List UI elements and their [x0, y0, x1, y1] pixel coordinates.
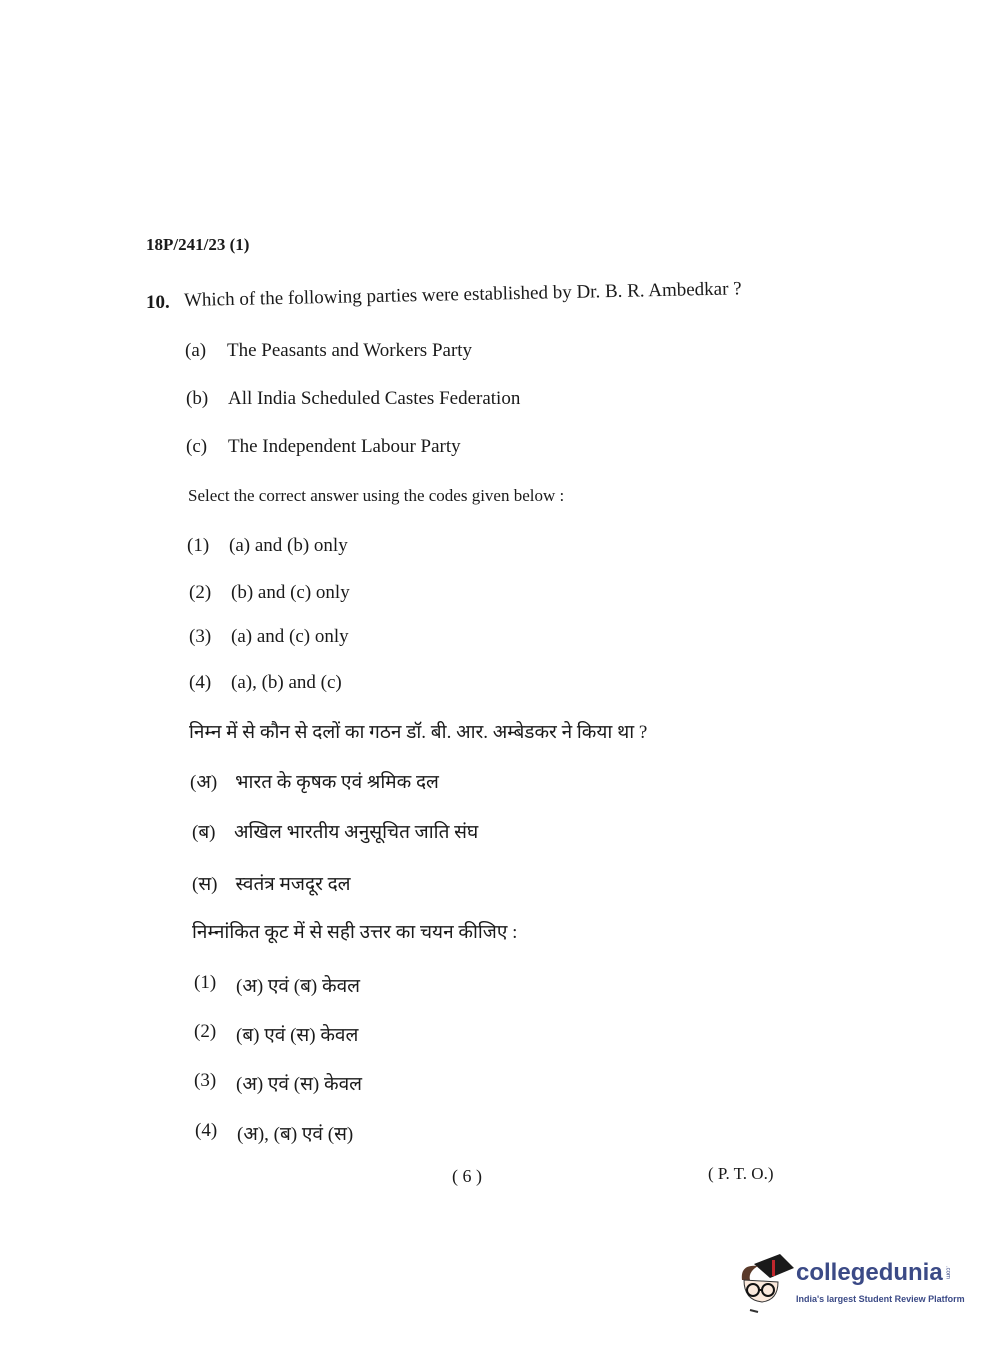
- option-text: (a), (b) and (c): [231, 672, 342, 693]
- instruction-hindi: निम्नांकित कूट में से सही उत्तर का चयन कीजिए :: [192, 922, 518, 943]
- instruction-english: Select the correct answer using the codes given below :: [188, 486, 565, 505]
- option-text: (a) and (b) only: [229, 535, 348, 556]
- option-label: (2): [194, 1021, 217, 1042]
- statement-label: (c): [186, 436, 208, 457]
- pto-note: ( P. T. O.): [708, 1164, 774, 1183]
- option-text: (अ) एवं (ब) केवल: [236, 976, 361, 997]
- question-number: 10.: [146, 292, 170, 313]
- mascot-logo-icon: [736, 1250, 796, 1320]
- option-4: [189, 672, 342, 694]
- option-hi-2: [194, 1021, 358, 1047]
- statement-label: (स): [192, 874, 218, 895]
- option-hi-3: [194, 1070, 362, 1096]
- statement-hi-c: [192, 870, 351, 896]
- option-hi-4: [195, 1120, 353, 1146]
- statement-label: (a): [185, 340, 207, 361]
- statement-text: अखिल भारतीय अनुसूचित जाति संघ: [234, 822, 479, 843]
- statement-label: (अ): [190, 772, 218, 793]
- question-text-hindi: निम्न में से कौन से दलों का गठन डॉ. बी. आर. अम्बेडकर ने किया था ?: [189, 722, 648, 743]
- paper-code: 18P/241/23 (1): [146, 235, 250, 254]
- option-label: (1): [194, 972, 217, 993]
- question-text-english: Which of the following parties were established by Dr. B. R. Ambedkar ?: [183, 278, 742, 311]
- page-number: ( 6 ): [452, 1166, 482, 1186]
- brand-domain: .com: [944, 1266, 951, 1280]
- statement-text: All India Scheduled Castes Federation: [228, 388, 521, 409]
- statement-label: (b): [186, 388, 209, 409]
- option-label: (2): [189, 582, 212, 603]
- option-text: (b) and (c) only: [231, 582, 350, 603]
- statement-text: The Independent Labour Party: [228, 436, 461, 457]
- option-hi-1: [194, 972, 360, 998]
- statement-hi-b: [192, 818, 478, 844]
- statement-text: The Peasants and Workers Party: [227, 340, 473, 361]
- option-text: (अ) एवं (स) केवल: [236, 1074, 363, 1095]
- statement-text: भारत के कृषक एवं श्रमिक दल: [235, 772, 439, 793]
- brand-row: [796, 1258, 951, 1288]
- option-3: [189, 626, 349, 648]
- statement-b: [186, 388, 520, 410]
- option-label: (4): [195, 1120, 218, 1141]
- option-text: (अ), (ब) एवं (स): [237, 1124, 354, 1145]
- option-label: (3): [194, 1070, 217, 1091]
- option-1: [187, 535, 348, 557]
- option-text: (ब) एवं (स) केवल: [236, 1025, 359, 1046]
- option-text: (a) and (c) only: [231, 626, 349, 647]
- brand-tagline: India's largest Student Review Platform: [796, 1294, 965, 1304]
- option-2: [189, 582, 350, 604]
- collegedunia-watermark: [736, 1250, 996, 1320]
- statement-hi-a: [190, 768, 439, 794]
- statement-c: [186, 436, 461, 458]
- statement-text: स्वतंत्र मजदूर दल: [235, 874, 351, 895]
- brand-name: collegedunia: [796, 1259, 943, 1286]
- option-label: (4): [189, 672, 212, 693]
- option-label: (1): [187, 535, 210, 556]
- option-label: (3): [189, 626, 212, 647]
- statement-label: (ब): [192, 822, 216, 843]
- statement-a: [185, 340, 472, 362]
